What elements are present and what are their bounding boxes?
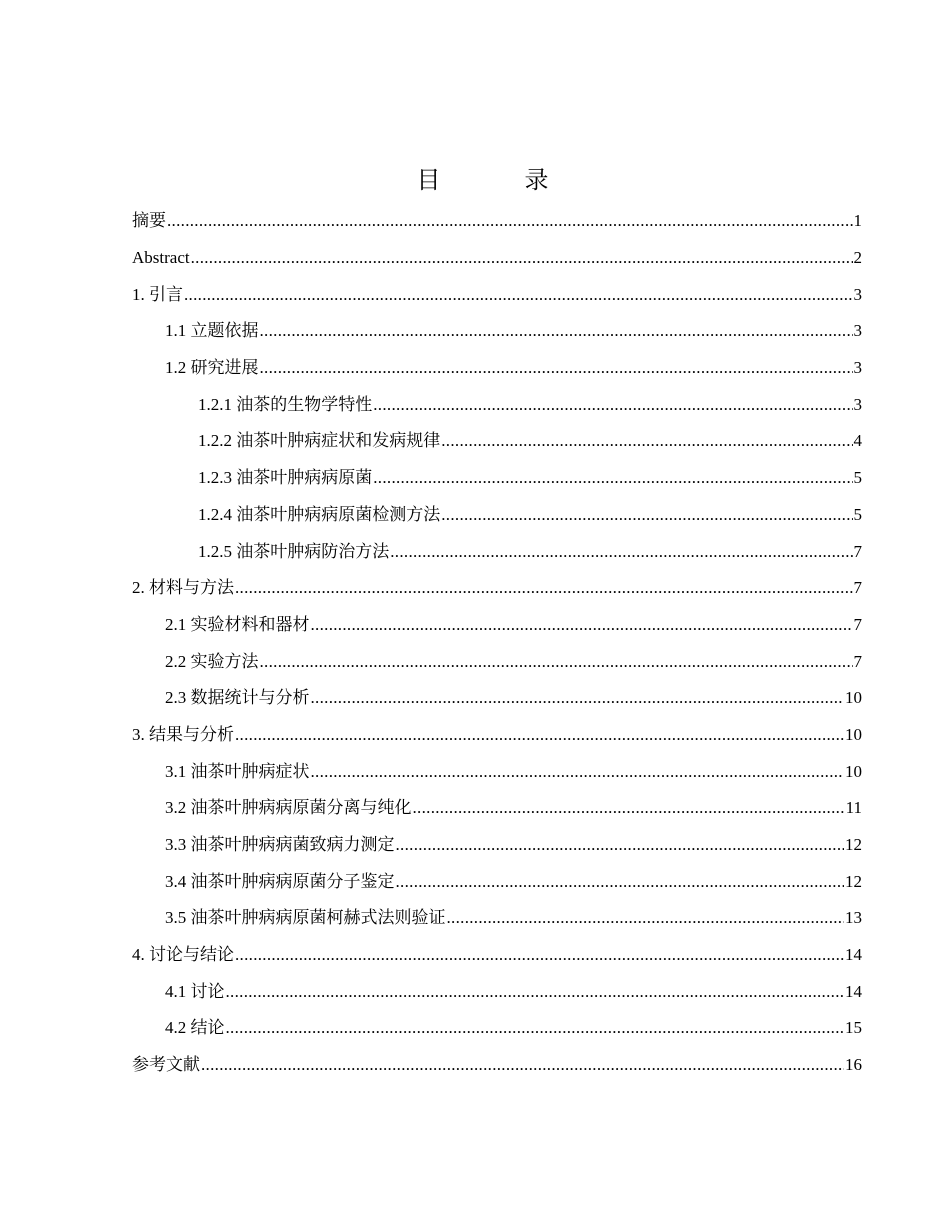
toc-page-number: 7 [853,541,862,561]
toc-entry[interactable] [132,386,862,423]
toc-entry[interactable] [132,900,862,937]
toc-dot-leader [167,211,853,231]
toc-dot-leader [311,762,845,782]
toc-entry-title: 3.1 油茶叶肿病症状 [165,761,310,781]
toc-list [132,203,862,1084]
toc-entry[interactable] [132,607,862,644]
toc-entry[interactable] [132,973,862,1010]
toc-entry[interactable] [132,350,862,387]
toc-page-number: 12 [845,835,862,855]
toc-dot-leader [226,1018,845,1038]
toc-dot-leader [373,468,852,488]
toc-page-number: 13 [845,908,862,928]
toc-entry-title: 3.4 油茶叶肿病病原菌分子鉴定 [165,871,395,891]
toc-entry[interactable] [132,497,862,534]
toc-entry-title: 3. 结果与分析 [132,724,234,744]
toc-dot-leader [441,431,852,451]
toc-page-number: 10 [845,688,862,708]
toc-dot-leader [184,285,853,305]
toc-page-number: 12 [845,871,862,891]
toc-entry[interactable] [132,570,862,607]
toc-page-number: 2 [853,248,862,268]
toc-page-number: 4 [853,431,862,451]
toc-entry[interactable] [132,423,862,460]
toc-entry-title: 1.2 研究进展 [165,358,259,378]
toc-entry-title: 1.2.1 油茶的生物学特性 [198,394,373,414]
toc-dot-leader [311,688,845,708]
toc-page-number: 7 [853,651,862,671]
toc-dot-leader [311,615,853,635]
toc-page-number: 15 [845,1018,862,1038]
toc-title: 目 录 [416,168,579,194]
toc-page-number: 1 [853,211,862,231]
toc-entry[interactable] [132,827,862,864]
toc-entry-title: 3.2 油茶叶肿病病原菌分离与纯化 [165,798,412,818]
toc-entry[interactable] [132,313,862,350]
toc-dot-leader [260,358,853,378]
toc-entry-title: 1.2.5 油茶叶肿病防治方法 [198,541,390,561]
toc-entry-title: 3.3 油茶叶肿病病菌致病力测定 [165,835,395,855]
toc-entry[interactable] [132,240,862,277]
toc-entry[interactable] [132,790,862,827]
toc-entry-title: 2. 材料与方法 [132,578,234,598]
toc-entry-title: 2.2 实验方法 [165,651,259,671]
toc-dot-leader [235,725,844,745]
toc-entry[interactable] [132,680,862,717]
toc-page-number: 3 [853,321,862,341]
toc-dot-leader [191,248,853,268]
toc-page-number: 5 [853,504,862,524]
toc-dot-leader [390,542,852,562]
toc-page-number: 7 [853,614,862,634]
toc-entry-title: 摘要 [132,211,166,231]
toc-dot-leader [201,1055,844,1075]
toc-page-number: 16 [845,1055,862,1075]
toc-entry-title: 1.1 立题依据 [165,321,259,341]
toc-page-number: 10 [845,724,862,744]
toc-page-number: 3 [853,284,862,304]
toc-entry-title: 1.2.2 油茶叶肿病症状和发病规律 [198,431,441,451]
toc-entry-title: 4.2 结论 [165,1018,225,1038]
toc-entry[interactable] [132,937,862,974]
toc-dot-leader [260,652,853,672]
toc-entry-title: 1.2.3 油茶叶肿病病原菌 [198,468,373,488]
toc-page-number: 11 [845,798,862,818]
toc-page-number: 5 [853,468,862,488]
toc-dot-leader [235,945,844,965]
toc-entry-title: 3.5 油茶叶肿病病原菌柯赫式法则验证 [165,908,446,928]
toc-entry[interactable] [132,203,862,240]
toc-entry-title: 参考文献 [132,1055,200,1075]
toc-entry-title: 1. 引言 [132,284,183,304]
toc-dot-leader [413,798,845,818]
toc-dot-leader [373,395,852,415]
toc-page-number: 14 [845,945,862,965]
toc-dot-leader [226,982,845,1002]
toc-entry[interactable] [132,863,862,900]
toc-page-number: 10 [845,761,862,781]
toc-entry-title: Abstract [132,248,190,268]
toc-page-number: 7 [853,578,862,598]
toc-page-number: 3 [853,394,862,414]
toc-entry[interactable] [132,276,862,313]
toc-page-number: 14 [845,981,862,1001]
toc-entry[interactable] [132,533,862,570]
toc-entry-title: 2.3 数据统计与分析 [165,688,310,708]
toc-dot-leader [396,872,845,892]
toc-dot-leader [396,835,845,855]
toc-dot-leader [441,505,852,525]
toc-entry-title: 2.1 实验材料和器材 [165,614,310,634]
toc-entry[interactable] [132,460,862,497]
toc-entry[interactable] [132,717,862,754]
toc-entry[interactable] [132,1047,862,1084]
toc-dot-leader [235,578,853,598]
toc-entry-title: 4.1 讨论 [165,981,225,1001]
toc-dot-leader [260,321,853,341]
toc-entry-title: 4. 讨论与结论 [132,945,234,965]
toc-entry[interactable] [132,643,862,680]
toc-entry[interactable] [132,1010,862,1047]
toc-entry[interactable] [132,753,862,790]
toc-dot-leader [447,908,845,928]
toc-page-number: 3 [853,358,862,378]
toc-entry-title: 1.2.4 油茶叶肿病病原菌检测方法 [198,504,441,524]
